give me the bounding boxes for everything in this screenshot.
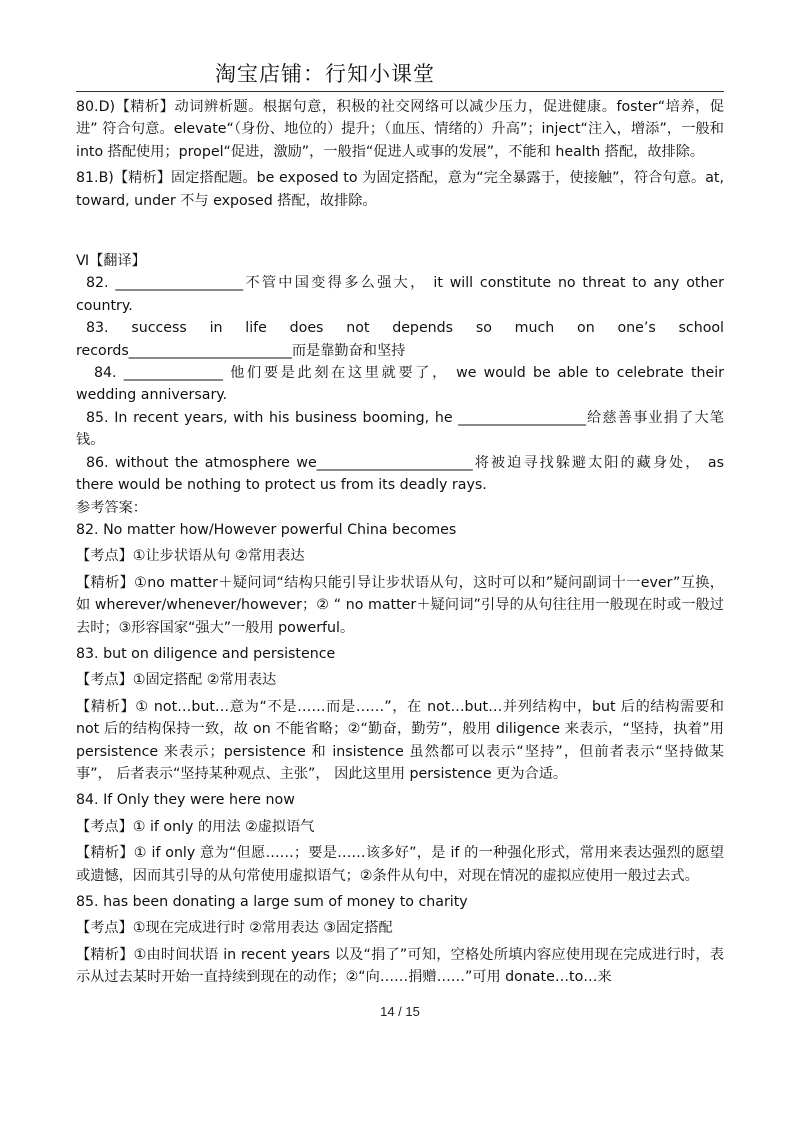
section-title-translation: Ⅵ【翻译】	[76, 253, 146, 270]
answer-83: 83. but on diligence and persistence	[76, 645, 336, 662]
translation-item-85: 85. In recent years, with his business booming, he __________________给慈善事业捐了大笔钱。	[76, 409, 724, 449]
key-point-84: 【考点】① if only 的用法 ②虚拟语气	[76, 818, 315, 835]
analysis-85: 【精析】①由时间状语 in recent years 以及“捐了”可知，空格处所填内容应使用现在完成进行时，表示从过去某时开始一直持续到现在的动作；②“向……捐赠……”可用 donate…to…来	[76, 946, 724, 986]
document-body	[76, 96, 724, 989]
answer-85: 85. has been donating a large sum of money to charity	[76, 894, 468, 910]
answer-80: 80.D)【精析】动词辨析题。根据句意，积极的社交网络可以减少压力，促进健康。foster“培养，促进” 符合句意。elevate“（身份、地位的）提升；（血压、情绪的）升高”；inject“注入，增添”，一般和 into 搭配使用；propel“促进，激励”，一般指“促进人或事的发展”，不能和 health 搭配，故排除。	[76, 99, 724, 160]
answer-84: 84. If Only they were here now	[76, 792, 295, 809]
analysis-84: 【精析】① if only 意为“但愿……；要是……该多好”，是 if 的一种强化形式，常用来表达强烈的愿望或遗憾，因而其引导的从句常使用虚拟语气；②条件从句中，对现在情况的虚拟应使用一般过去式。	[76, 845, 724, 884]
answers-label: 参考答案：	[76, 499, 147, 516]
analysis-82: 【精析】①no matter＋疑问词“结构只能引导让步状语从句，这时可以和”疑问副词十一ever”互换，如 wherever/whenever/however；② “ no matter＋疑问词”引导的从句往往用一般现在时或一般过去时；③形容国家“强大”一般用 powerful。	[76, 574, 724, 636]
answer-81: 81.B)【精析】固定搭配题。be exposed to 为固定搭配，意为“完全暴露于，使接触”，符合句意。at, toward, under 不与 exposed 搭配，故排除。	[76, 170, 724, 209]
page-header-title: 淘宝店铺：行知小课堂	[215, 62, 435, 86]
translation-item-84: 84. ______________ 他们要是此刻在这里就要了， we would be able to celebrate their wedding anniversary.	[76, 365, 724, 404]
analysis-83: 【精析】① not…but…意为“不是……而是……”，在 not…but…并列结构中，but 后的结构需要和 not 后的结构保持一致，故 on 不能省略；②“勤奋，勤劳”，般用 diligence 来表示，“坚持，执着”用 persistence 来表示；persistence 和 insistence 虽然都可以表示“坚持”，但前者表示“坚持做某事”， 后者表示“坚持某种观点、主张”， 因此这里用 persistence 更为合适。	[76, 698, 724, 782]
translation-item-82: 82. __________________不管中国变得多么强大， it will constitute no threat to any other country.	[76, 275, 724, 314]
header-divider	[76, 91, 724, 92]
page-number: 14 / 15	[380, 1004, 420, 1019]
key-point-82: 【考点】①让步状语从句 ②常用表达	[76, 548, 305, 565]
answer-82: 82. No matter how/However powerful China becomes	[76, 521, 457, 538]
key-point-83: 【考点】①固定搭配 ②常用表达	[76, 672, 277, 689]
translation-item-86: 86. without the atmosphere we______________________将被迫寻找躲避太阳的藏身处， as there would be nothing to protect us from its deadly rays.	[76, 454, 724, 494]
translation-item-83: 83. success in life does not depends so much on one’s school records_______________________而是靠勤奋和坚持	[76, 320, 724, 359]
key-point-85: 【考点】①现在完成进行时 ②常用表达 ③固定搭配	[76, 920, 393, 937]
